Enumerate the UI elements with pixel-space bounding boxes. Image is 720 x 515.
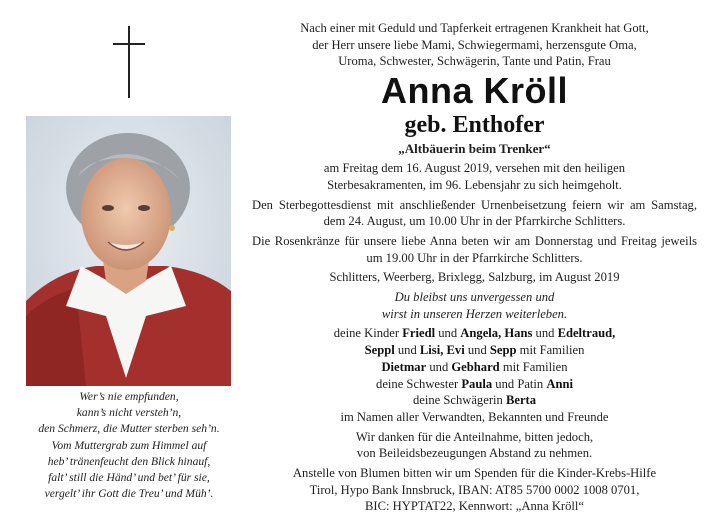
memorial-poem (14, 389, 244, 502)
mourners-line: Seppl und Lisi, Evi und Sepp mit Familien (364, 343, 585, 358)
obituary-text (252, 20, 697, 515)
funeral-service: Den Sterbegottesdienst mit anschließender Urnenbeisetzung feiern wir am Samstag, dem 24. August, um 10.00 Uhr in der Pfarrkirche Schlitters. (252, 197, 697, 229)
mourners-line: deine Schwägerin Berta (412, 393, 537, 408)
motto-line: Du bleibst uns unvergessen und (394, 290, 555, 305)
intro-line: der Herr unsere liebe Mami, Schwiegermami, herzensgute Oma, (312, 37, 637, 52)
thanks-line: Wir danken für die Anteilnahme, bitten jedoch, (355, 429, 594, 444)
intro-line: Nach einer mit Geduld und Tapferkeit ertragenen Krankheit hat Gott, (300, 21, 649, 35)
rosary-notice: Die Rosenkränze für unsere liebe Anna beten wir am Donnerstag und Freitag jeweils um 19.00 Uhr in der Pfarrkirche Schlitters. (252, 233, 697, 265)
poem-line: Wer’s nie empfunden, (79, 390, 179, 403)
thanks-line: von Beileidsbezeugungen Abstand zu nehmen. (356, 446, 593, 461)
donation-line: BIC: HYPTAT22, Kennwort: „Anna Kröll“ (365, 499, 584, 514)
death-notice-line: Sterbesakramenten, im 96. Lebensjahr zu sich heimgeholt. (327, 177, 622, 192)
donation-line: Tirol, Hypo Bank Innsbruck, IBAN: AT85 5700 0002 1008 0701, (309, 482, 640, 497)
maiden-name: geb. Enthofer (404, 112, 545, 139)
portrait-photo (26, 116, 231, 386)
intro-line: Uroma, Schwester, Schwägerin, Tante und Patin, Frau (338, 54, 611, 69)
poem-line: kann’s nicht versteh’n, (76, 406, 182, 420)
mourners-line: deine Kinder Friedl und Angela, Hans und Edeltraud, (333, 326, 616, 341)
deceased-name: Anna Kröll (380, 70, 568, 112)
motto-line: wirst in unseren Herzen weiterleben. (381, 306, 568, 321)
mourners-line: deine Schwester Paula und Patin Anni (376, 376, 573, 391)
cross-icon (113, 26, 145, 98)
poem-line: heb’ tränenfeucht den Blick hinauf, (47, 454, 211, 468)
mourners-line: Dietmar und Gebhard mit Familien (381, 359, 568, 374)
donation-line: Anstelle von Blumen bitten wir um Spenden für die Kinder-Krebs-Hilfe (292, 466, 657, 481)
poem-line: vergelt’ ihr Gott die Treu’ und Müh’. (44, 487, 214, 501)
death-notice-line: am Freitag dem 16. August 2019, versehen mit den heiligen (323, 161, 626, 176)
mourners-line: im Namen aller Verwandten, Bekannten und Freunde (340, 409, 609, 424)
poem-line: falt’ still die Händ’ und bet’ für sie, (48, 471, 210, 485)
house-name: „Altbäuerin beim Trenker“ (398, 141, 551, 157)
poem-line: den Schmerz, die Mutter sterben seh’n. (38, 422, 220, 436)
poem-line: Vom Muttergrab zum Himmel auf (51, 438, 207, 452)
place-date: Schlitters, Weerberg, Brixlegg, Salzburg, im August 2019 (329, 270, 620, 285)
